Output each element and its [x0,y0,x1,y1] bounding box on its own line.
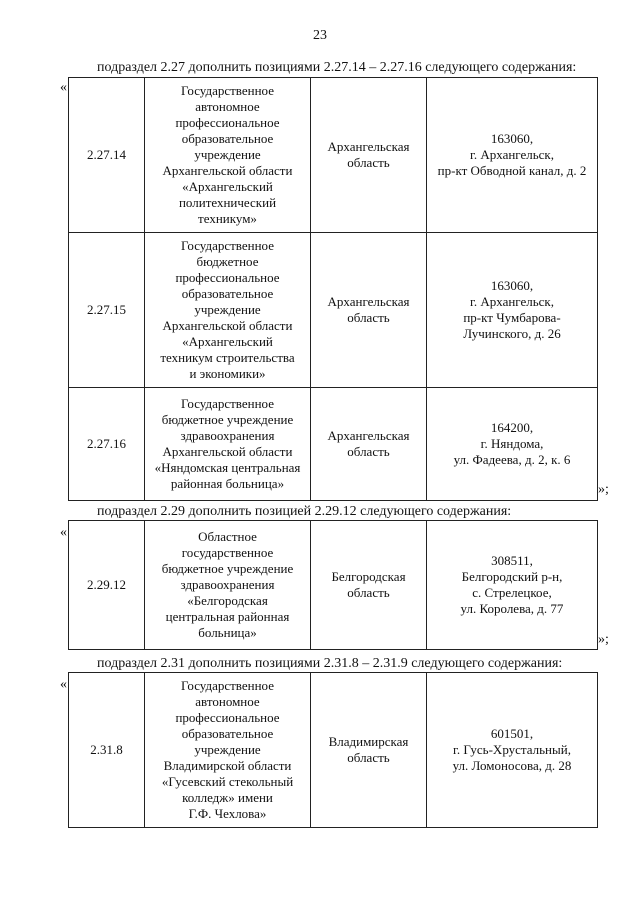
position-code: 2.27.15 [69,233,145,388]
institution-name: Государственное бюджетное профессиональное образовательное учреждение Архангельской области «Архангельский техникум строительства и экономики» [145,233,311,388]
institution-name: Государственное автономное профессиональное образовательное учреждение Архангельской области «Архангельский политехнический техникум» [145,78,311,233]
positions-table [68,520,598,650]
institution-name: Областное государственное бюджетное учреждение здравоохранения «Белгородская центральная районная больница» [145,521,311,650]
table-row [69,673,598,828]
page-number: 23 [313,28,327,43]
institution-name: Государственное автономное профессиональное образовательное учреждение Владимирской области «Гусевский стекольный колледж» имени Г.Ф. Чехлова» [145,673,311,828]
positions-table [68,672,598,828]
table-row [69,233,598,388]
address: 601501, г. Гусь-Хрустальный, ул. Ломоносова, д. 28 [427,673,598,828]
region: Белгородская область [311,521,427,650]
section-intro: подраздел 2.31 дополнить позициями 2.31.8 – 2.31.9 следующего содержания: [97,656,563,671]
region: Архангельская область [311,233,427,388]
address: 164200, г. Няндома, ул. Фадеева, д. 2, к. 6 [427,388,598,501]
section-intro: подраздел 2.27 дополнить позициями 2.27.14 – 2.27.16 следующего содержания: [97,60,577,75]
section-intro: подраздел 2.29 дополнить позицией 2.29.12 следующего содержания: [97,504,512,519]
region: Архангельская область [311,388,427,501]
address: 308511, Белгородский р-н, с. Стрелецкое, ул. Королева, д. 77 [427,521,598,650]
table-row [69,521,598,650]
open-quote: « [60,525,67,540]
open-quote: « [60,677,67,692]
table-row [69,388,598,501]
open-quote: « [60,80,67,95]
position-code: 2.29.12 [69,521,145,650]
address: 163060, г. Архангельск, пр-кт Обводной канал, д. 2 [427,78,598,233]
position-code: 2.27.16 [69,388,145,501]
close-mark: »; [598,482,609,497]
institution-name: Государственное бюджетное учреждение здравоохранения Архангельской области «Няндомская центральная районная больница» [145,388,311,501]
region: Архангельская область [311,78,427,233]
close-mark: »; [598,632,609,647]
position-code: 2.31.8 [69,673,145,828]
table-row [69,78,598,233]
position-code: 2.27.14 [69,78,145,233]
positions-table [68,77,598,501]
address: 163060, г. Архангельск, пр-кт Чумбарова- Лучинского, д. 26 [427,233,598,388]
region: Владимирская область [311,673,427,828]
